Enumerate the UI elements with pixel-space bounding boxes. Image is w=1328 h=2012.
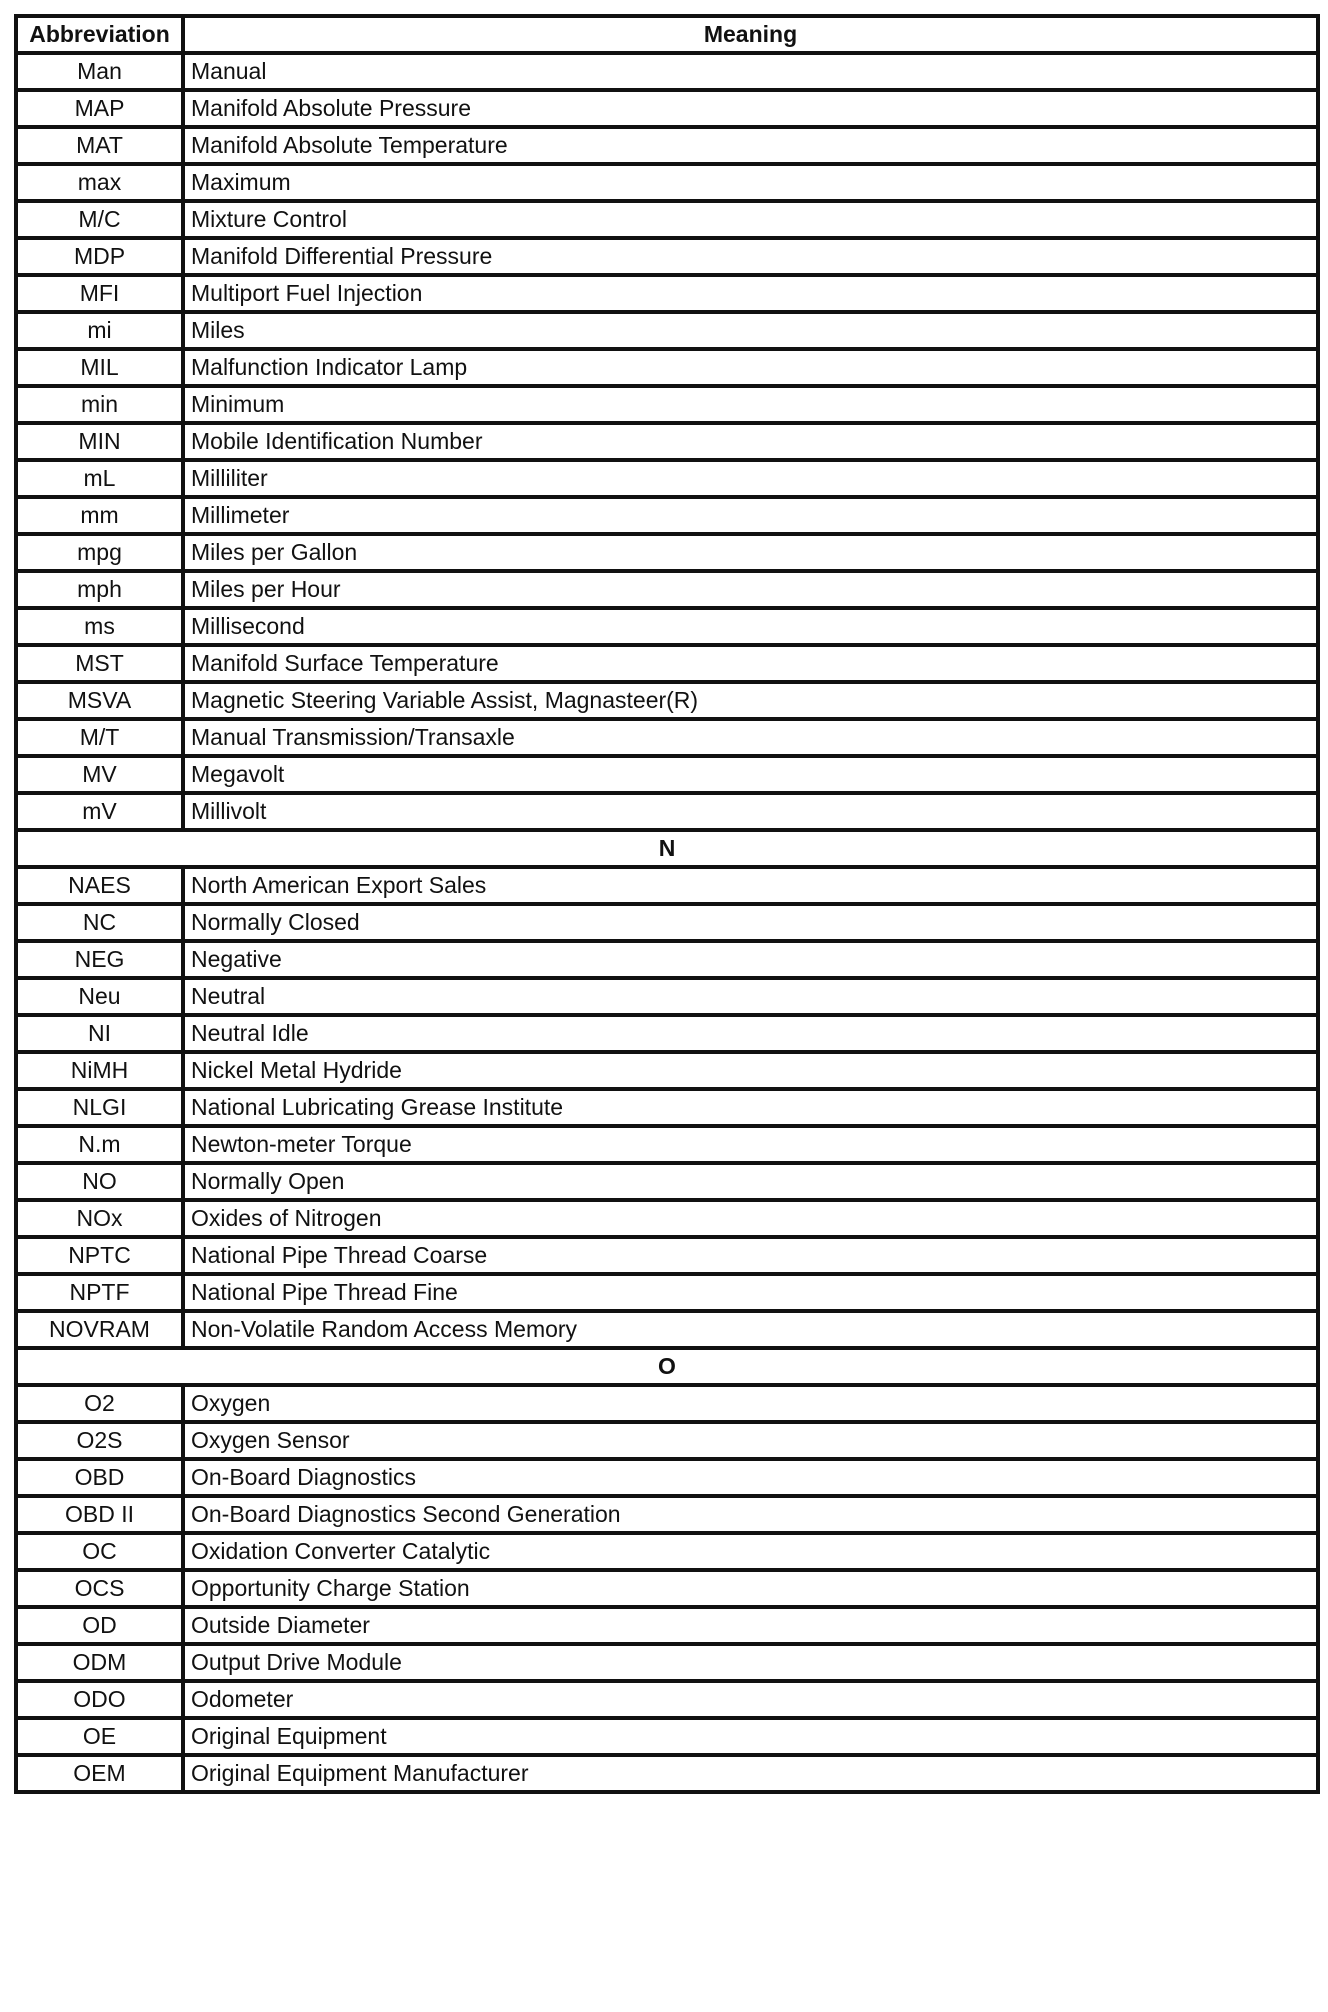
abbreviation-cell: NPTC (16, 1237, 183, 1274)
meaning-cell: Odometer (183, 1681, 1318, 1718)
abbreviation-cell: ms (16, 608, 183, 645)
table-row (16, 645, 1318, 682)
meaning-cell: National Lubricating Grease Institute (183, 1089, 1318, 1126)
meaning-cell: Neutral (183, 978, 1318, 1015)
abbreviation-cell: NOx (16, 1200, 183, 1237)
meaning-cell: Malfunction Indicator Lamp (183, 349, 1318, 386)
abbreviation-cell: OCS (16, 1570, 183, 1607)
meaning-cell: Milliliter (183, 460, 1318, 497)
abbreviation-cell: NAES (16, 867, 183, 904)
section-header-row (16, 1348, 1318, 1385)
table-row (16, 719, 1318, 756)
abbreviation-cell: MFI (16, 275, 183, 312)
meaning-cell: Maximum (183, 164, 1318, 201)
abbreviation-cell: OC (16, 1533, 183, 1570)
table-row (16, 1163, 1318, 1200)
table-row (16, 756, 1318, 793)
meaning-cell: Millisecond (183, 608, 1318, 645)
meaning-cell: Output Drive Module (183, 1644, 1318, 1681)
abbreviation-cell: mpg (16, 534, 183, 571)
table-row (16, 238, 1318, 275)
meaning-cell: North American Export Sales (183, 867, 1318, 904)
abbreviation-cell: O2 (16, 1385, 183, 1422)
table-row (16, 1237, 1318, 1274)
table-row (16, 460, 1318, 497)
meaning-cell: Nickel Metal Hydride (183, 1052, 1318, 1089)
abbreviation-cell: OBD II (16, 1496, 183, 1533)
meaning-cell: Normally Open (183, 1163, 1318, 1200)
meaning-cell: Oxygen Sensor (183, 1422, 1318, 1459)
table-row (16, 1311, 1318, 1348)
table-row (16, 497, 1318, 534)
section-letter: N (16, 830, 1318, 867)
abbreviation-cell: MAP (16, 90, 183, 127)
table-header-row (16, 16, 1318, 53)
abbreviation-table (14, 14, 1320, 1794)
table-row (16, 1422, 1318, 1459)
abbreviation-cell: OE (16, 1718, 183, 1755)
abbreviation-cell: O2S (16, 1422, 183, 1459)
table-body (16, 53, 1318, 1792)
meaning-cell: Megavolt (183, 756, 1318, 793)
abbreviation-cell: ODO (16, 1681, 183, 1718)
section-header-row (16, 830, 1318, 867)
table-row (16, 275, 1318, 312)
table-row (16, 793, 1318, 830)
table-row (16, 1718, 1318, 1755)
table-row (16, 1755, 1318, 1792)
table-row (16, 1607, 1318, 1644)
meaning-cell: Miles per Gallon (183, 534, 1318, 571)
meaning-cell: Oxygen (183, 1385, 1318, 1422)
abbreviation-cell: MSVA (16, 682, 183, 719)
meaning-cell: Non-Volatile Random Access Memory (183, 1311, 1318, 1348)
abbreviation-cell: OD (16, 1607, 183, 1644)
table-row (16, 867, 1318, 904)
abbreviation-cell: NPTF (16, 1274, 183, 1311)
meaning-cell: Newton-meter Torque (183, 1126, 1318, 1163)
table-row (16, 1496, 1318, 1533)
abbreviation-cell: M/C (16, 201, 183, 238)
table-row (16, 423, 1318, 460)
meaning-cell: Manifold Absolute Temperature (183, 127, 1318, 164)
table-row (16, 349, 1318, 386)
meaning-cell: Miles per Hour (183, 571, 1318, 608)
abbreviation-cell: ODM (16, 1644, 183, 1681)
abbreviation-cell: MAT (16, 127, 183, 164)
meaning-cell: Magnetic Steering Variable Assist, Magnasteer(R) (183, 682, 1318, 719)
meaning-cell: Mixture Control (183, 201, 1318, 238)
table-row (16, 1644, 1318, 1681)
abbreviation-cell: mi (16, 312, 183, 349)
meaning-cell: Manual Transmission/Transaxle (183, 719, 1318, 756)
meaning-cell: Negative (183, 941, 1318, 978)
meaning-cell: National Pipe Thread Fine (183, 1274, 1318, 1311)
abbreviation-cell: NI (16, 1015, 183, 1052)
abbreviation-cell: N.m (16, 1126, 183, 1163)
abbreviation-cell: OEM (16, 1755, 183, 1792)
meaning-cell: Oxides of Nitrogen (183, 1200, 1318, 1237)
meaning-column-header: Meaning (183, 16, 1318, 53)
table-row (16, 1089, 1318, 1126)
abbreviation-cell: min (16, 386, 183, 423)
table-row (16, 608, 1318, 645)
meaning-cell: Millimeter (183, 497, 1318, 534)
table-row (16, 1681, 1318, 1718)
table-row (16, 1015, 1318, 1052)
table-row (16, 201, 1318, 238)
table-row (16, 941, 1318, 978)
meaning-cell: Millivolt (183, 793, 1318, 830)
abbreviation-table-container (14, 14, 1316, 1794)
meaning-cell: Miles (183, 312, 1318, 349)
table-row (16, 386, 1318, 423)
table-row (16, 1459, 1318, 1496)
table-row (16, 1385, 1318, 1422)
abbreviation-cell: MIN (16, 423, 183, 460)
meaning-cell: National Pipe Thread Coarse (183, 1237, 1318, 1274)
table-row (16, 571, 1318, 608)
abbreviation-cell: NOVRAM (16, 1311, 183, 1348)
meaning-cell: Multiport Fuel Injection (183, 275, 1318, 312)
abbreviation-cell: MST (16, 645, 183, 682)
abbreviation-cell: mV (16, 793, 183, 830)
abbreviation-cell: max (16, 164, 183, 201)
table-row (16, 904, 1318, 941)
abbreviation-cell: OBD (16, 1459, 183, 1496)
meaning-cell: Original Equipment Manufacturer (183, 1755, 1318, 1792)
table-row (16, 90, 1318, 127)
abbreviation-cell: MDP (16, 238, 183, 275)
table-row (16, 1274, 1318, 1311)
table-row (16, 1533, 1318, 1570)
meaning-cell: Manual (183, 53, 1318, 90)
abbreviation-column-header: Abbreviation (16, 16, 183, 53)
abbreviation-cell: mph (16, 571, 183, 608)
table-row (16, 1570, 1318, 1607)
meaning-cell: Oxidation Converter Catalytic (183, 1533, 1318, 1570)
abbreviation-cell: M/T (16, 719, 183, 756)
abbreviation-cell: Neu (16, 978, 183, 1015)
table-row (16, 127, 1318, 164)
abbreviation-cell: NO (16, 1163, 183, 1200)
meaning-cell: Manifold Absolute Pressure (183, 90, 1318, 127)
meaning-cell: Normally Closed (183, 904, 1318, 941)
table-row (16, 978, 1318, 1015)
meaning-cell: On-Board Diagnostics Second Generation (183, 1496, 1318, 1533)
table-row (16, 1126, 1318, 1163)
meaning-cell: Outside Diameter (183, 1607, 1318, 1644)
abbreviation-cell: mm (16, 497, 183, 534)
abbreviation-cell: NC (16, 904, 183, 941)
abbreviation-cell: MIL (16, 349, 183, 386)
table-row (16, 1200, 1318, 1237)
table-row (16, 534, 1318, 571)
meaning-cell: Manifold Surface Temperature (183, 645, 1318, 682)
meaning-cell: Original Equipment (183, 1718, 1318, 1755)
meaning-cell: Neutral Idle (183, 1015, 1318, 1052)
abbreviation-cell: NEG (16, 941, 183, 978)
meaning-cell: Opportunity Charge Station (183, 1570, 1318, 1607)
abbreviation-cell: mL (16, 460, 183, 497)
abbreviation-cell: NLGI (16, 1089, 183, 1126)
meaning-cell: Minimum (183, 386, 1318, 423)
section-letter: O (16, 1348, 1318, 1385)
abbreviation-cell: Man (16, 53, 183, 90)
meaning-cell: Mobile Identification Number (183, 423, 1318, 460)
meaning-cell: Manifold Differential Pressure (183, 238, 1318, 275)
table-row (16, 1052, 1318, 1089)
abbreviation-cell: NiMH (16, 1052, 183, 1089)
abbreviation-cell: MV (16, 756, 183, 793)
table-row (16, 682, 1318, 719)
table-row (16, 312, 1318, 349)
table-row (16, 164, 1318, 201)
meaning-cell: On-Board Diagnostics (183, 1459, 1318, 1496)
table-row (16, 53, 1318, 90)
